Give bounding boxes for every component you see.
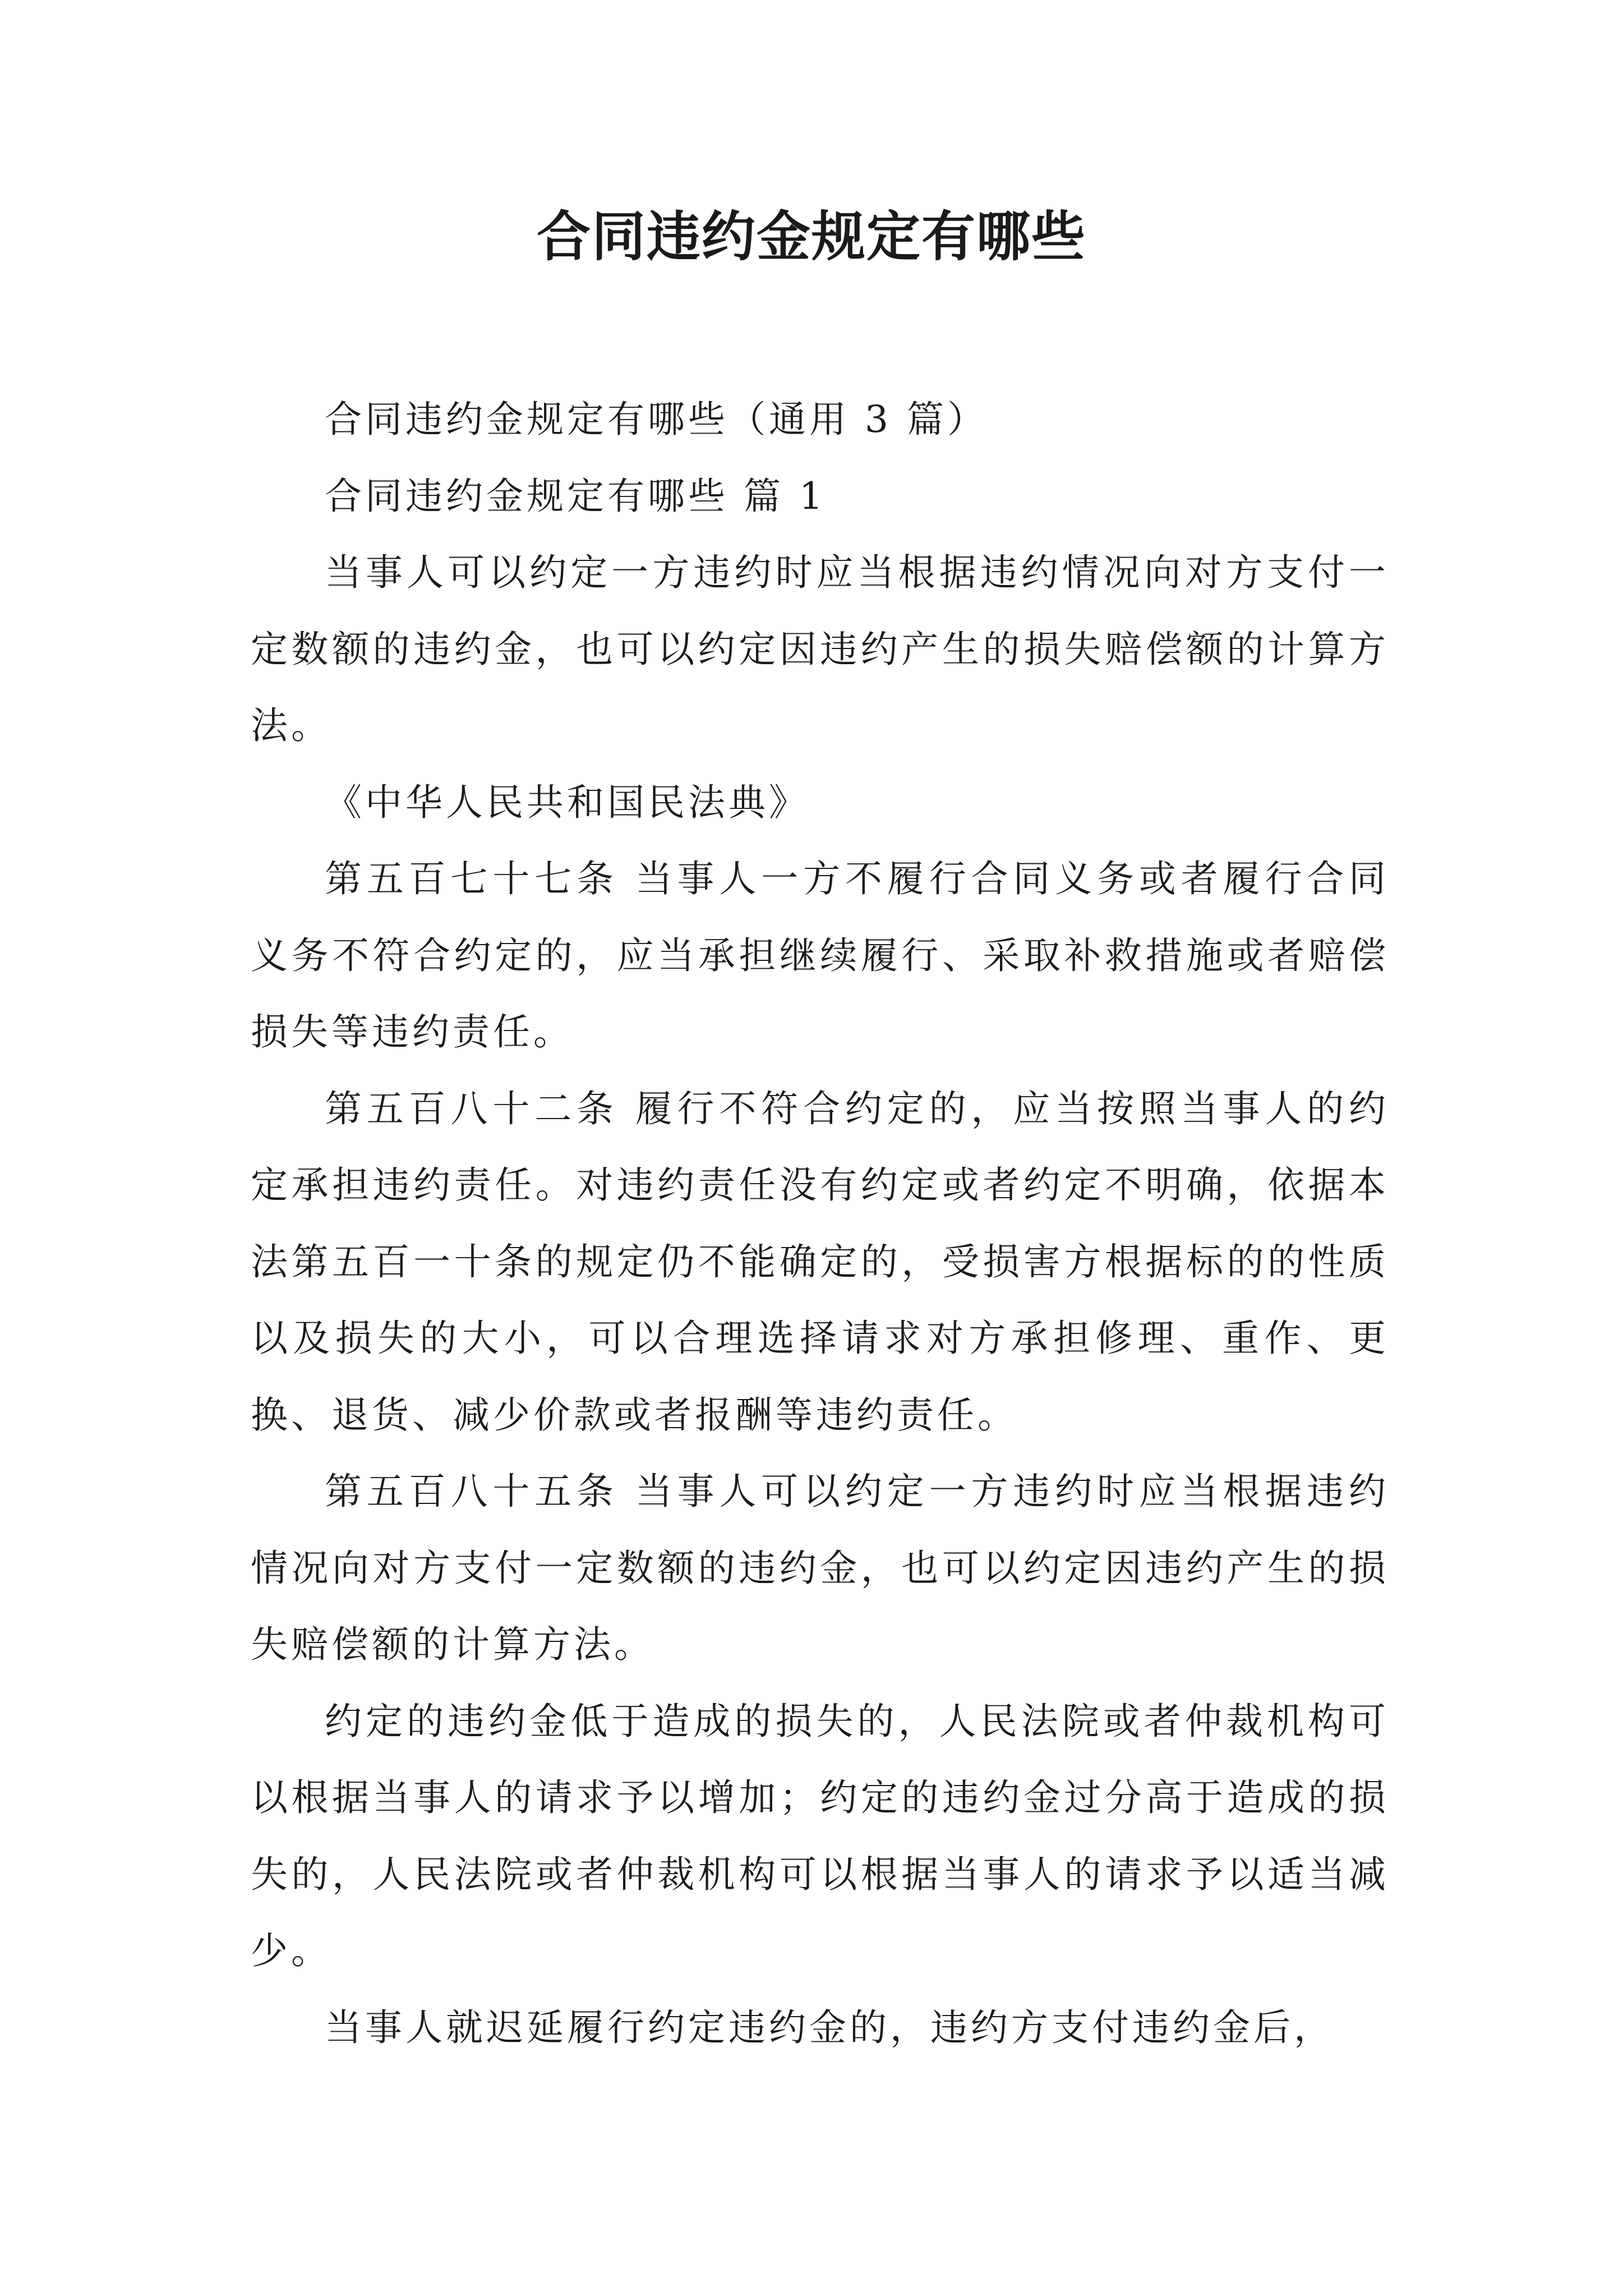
document-body — [251, 381, 1389, 2066]
paragraph: 当事人可以约定一方违约时应当根据违约情况向对方支付一定数额的违约金，也可以约定因违约产生的损失赔偿额的计算方法。 — [251, 551, 1389, 747]
paragraph-article-585: 第五百八十五条 当事人可以约定一方违约时应当根据违约情况向对方支付一定数额的违约金，也可以约定因违约产生的损失赔偿额的计算方法。 — [251, 1470, 1389, 1666]
paragraph: 约定的违约金低于造成的损失的，人民法院或者仲裁机构可以根据当事人的请求予以增加；约定的违约金过分高于造成的损失的，人民法院或者仲裁机构可以根据当事人的请求予以适当减少。 — [251, 1699, 1389, 1972]
paragraph-article-582: 第五百八十二条 履行不符合约定的，应当按照当事人的约定承担违约责任。对违约责任没有约定或者约定不明确，依据本法第五百一十条的规定仍不能确定的，受损害方根据标的的性质以及损失的大小，可以合理选择请求对方承担修理、重作、更换、退货、减少价款或者报酬等违约责任。 — [251, 1087, 1389, 1437]
paragraph-article-577: 第五百七十七条 当事人一方不履行合同义务或者履行合同义务不符合约定的，应当承担继续履行、采取补救措施或者赔偿损失等违约责任。 — [251, 857, 1389, 1053]
paragraph-law-title: 《中华人民共和国民法典》 — [325, 780, 809, 824]
paragraph-section-heading: 合同违约金规定有哪些 篇 1 — [325, 474, 826, 518]
paragraph: 当事人就迟延履行约定违约金的，违约方支付违约金后， — [325, 2005, 1334, 2049]
paragraph-collection-heading: 合同违约金规定有哪些（通用 3 篇） — [325, 398, 988, 441]
document-title: 合同违约金规定有哪些 — [537, 205, 1086, 268]
